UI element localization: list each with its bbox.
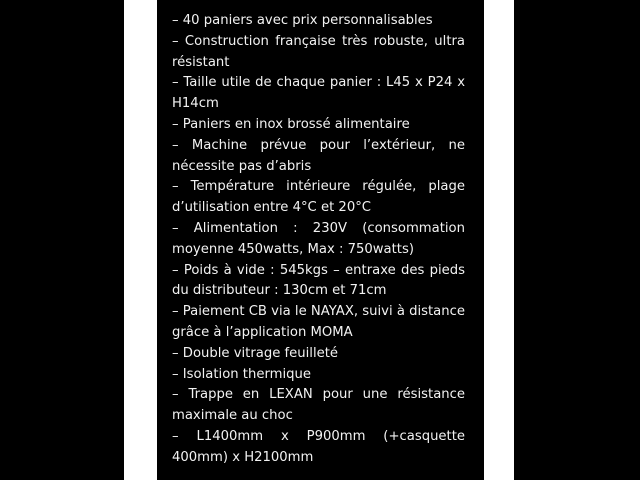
spec-list: [172, 11, 465, 469]
spec-line: – 40 paniers avec prix personnalisables: [172, 13, 433, 28]
left-black-margin: [0, 0, 122, 480]
spec-line: – Isolation thermique: [172, 366, 311, 382]
spec-line: – Machine prévue pour l’extérieur, ne nécessite pas d’abris: [172, 137, 465, 174]
spec-line: – Taille utile de chaque panier : L45 x P24 x H14cm: [172, 75, 465, 112]
spec-line: – Température intérieure régulée, plage d’utilisation entre 4°C et 20°C: [172, 179, 465, 216]
spec-line: – Double vitrage feuilleté: [172, 345, 339, 361]
spec-line: – Trappe en LEXAN pour une résistance maximale au choc: [172, 387, 465, 424]
spec-line: – L1400mm x P900mm (+casquette 400mm) x H2100mm: [172, 428, 465, 465]
right-black-margin: [518, 0, 640, 480]
spec-line: – Paniers en inox brossé alimentaire: [172, 116, 410, 132]
spec-line: – Alimentation : 230V (consommation moyenne 450watts, Max : 750watts): [172, 220, 465, 257]
spec-line: – Paiement CB via le NAYAX, suivi à distance grâce à l’application MOMA: [172, 304, 465, 340]
spec-line: – Construction française très robuste, ultra résistant: [172, 33, 465, 70]
spec-line: – Poids à vide : 545kgs – entraxe des pieds du distributeur : 130cm et 71cm: [172, 262, 465, 299]
